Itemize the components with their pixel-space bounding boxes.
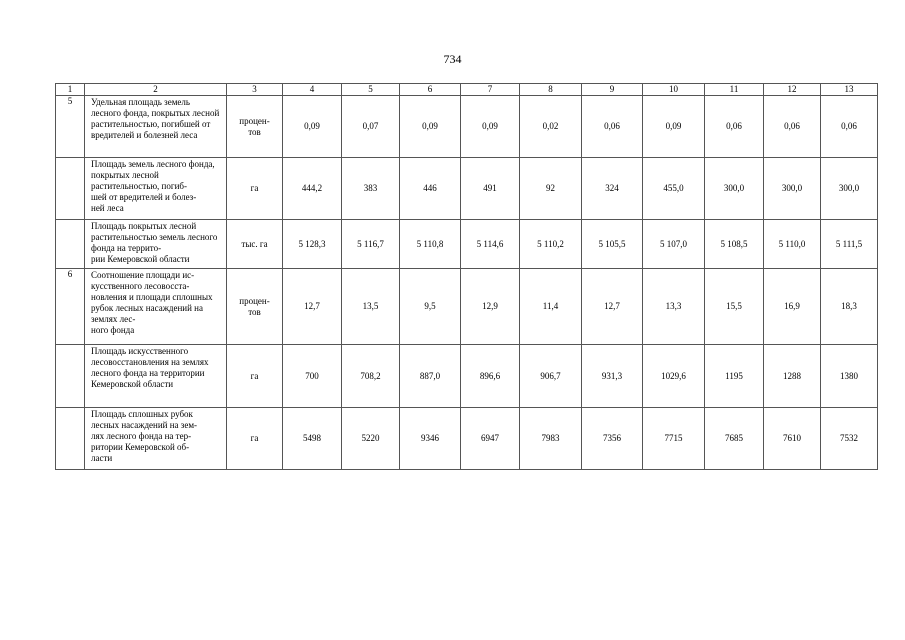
- value-cell: 887,0: [400, 345, 461, 408]
- value-cell: 0,09: [400, 96, 461, 158]
- column-header-8: 8: [520, 84, 582, 96]
- value-cell: 7356: [582, 408, 643, 470]
- value-cell: 18,3: [821, 269, 878, 345]
- value-cell: 5 110,8: [400, 220, 461, 269]
- column-header-6: 6: [400, 84, 461, 96]
- indicator-name: Площадь искусственного лесовосстановления на землях лесного фонда на территории Кемеровской области: [85, 345, 227, 408]
- value-cell: 1288: [764, 345, 821, 408]
- value-cell: 5 105,5: [582, 220, 643, 269]
- column-header-9: 9: [582, 84, 643, 96]
- value-cell: 5 110,0: [764, 220, 821, 269]
- column-header-5: 5: [342, 84, 400, 96]
- value-cell: 7610: [764, 408, 821, 470]
- table-row: [56, 345, 878, 408]
- page-number: 734: [443, 52, 462, 66]
- value-cell: 5 108,5: [705, 220, 764, 269]
- value-cell: 5498: [283, 408, 342, 470]
- row-number: [56, 408, 85, 470]
- value-cell: 491: [461, 158, 520, 220]
- value-cell: 0,06: [764, 96, 821, 158]
- value-cell: 9,5: [400, 269, 461, 345]
- row-number: 5: [56, 96, 85, 158]
- column-header-3: 3: [227, 84, 283, 96]
- value-cell: 7685: [705, 408, 764, 470]
- value-cell: 15,5: [705, 269, 764, 345]
- value-cell: 5 116,7: [342, 220, 400, 269]
- table-row: [56, 158, 878, 220]
- table-row: [56, 96, 878, 158]
- indicator-name: Площадь сплошных рубок лесных насаждений на зем- лях лесного фонда на тер- ритории Кемеровской об- ласти: [85, 408, 227, 470]
- column-header-11: 11: [705, 84, 764, 96]
- unit-of-measure: га: [227, 408, 283, 470]
- column-header-10: 10: [643, 84, 705, 96]
- value-cell: 7983: [520, 408, 582, 470]
- column-header-12: 12: [764, 84, 821, 96]
- value-cell: 0,06: [582, 96, 643, 158]
- value-cell: 9346: [400, 408, 461, 470]
- value-cell: 1195: [705, 345, 764, 408]
- value-cell: 300,0: [764, 158, 821, 220]
- value-cell: 931,3: [582, 345, 643, 408]
- indicator-name: Соотношение площади ис- кусственного лесовосста- новления и площади сплошных рубок лесных насаждений на землях лес- ного фонда: [85, 269, 227, 345]
- value-cell: 383: [342, 158, 400, 220]
- value-cell: 11,4: [520, 269, 582, 345]
- value-cell: 7715: [643, 408, 705, 470]
- column-header-1: 1: [56, 84, 85, 96]
- column-header-row: [56, 84, 878, 96]
- value-cell: 0,06: [705, 96, 764, 158]
- value-cell: 324: [582, 158, 643, 220]
- value-cell: 16,9: [764, 269, 821, 345]
- column-header-4: 4: [283, 84, 342, 96]
- value-cell: 708,2: [342, 345, 400, 408]
- table-row: [56, 408, 878, 470]
- value-cell: 0,02: [520, 96, 582, 158]
- value-cell: 12,7: [582, 269, 643, 345]
- value-cell: 1029,6: [643, 345, 705, 408]
- value-cell: 13,5: [342, 269, 400, 345]
- value-cell: 300,0: [821, 158, 878, 220]
- value-cell: 12,9: [461, 269, 520, 345]
- column-header-7: 7: [461, 84, 520, 96]
- value-cell: 1380: [821, 345, 878, 408]
- indicators-table: [55, 83, 878, 470]
- value-cell: 92: [520, 158, 582, 220]
- value-cell: 7532: [821, 408, 878, 470]
- value-cell: 5 111,5: [821, 220, 878, 269]
- row-number: [56, 158, 85, 220]
- column-header-13: 13: [821, 84, 878, 96]
- indicator-name: Удельная площадь земель лесного фонда, покрытых лесной растительностью, погибшей от вредителей и болезней леса: [85, 96, 227, 158]
- row-number: [56, 220, 85, 269]
- indicator-name: Площадь покрытых лесной растительностью земель лесного фонда на террито- рии Кемеровской области: [85, 220, 227, 269]
- value-cell: 5 107,0: [643, 220, 705, 269]
- column-header-2: 2: [85, 84, 227, 96]
- value-cell: 0,07: [342, 96, 400, 158]
- value-cell: 446: [400, 158, 461, 220]
- value-cell: 906,7: [520, 345, 582, 408]
- value-cell: 444,2: [283, 158, 342, 220]
- value-cell: 12,7: [283, 269, 342, 345]
- unit-of-measure: тыс. га: [227, 220, 283, 269]
- value-cell: 5220: [342, 408, 400, 470]
- unit-of-measure: га: [227, 345, 283, 408]
- value-cell: 5 114,6: [461, 220, 520, 269]
- value-cell: 6947: [461, 408, 520, 470]
- value-cell: 0,06: [821, 96, 878, 158]
- indicator-name: Площадь земель лесного фонда, покрытых лесной растительностью, погиб- шей от вредителей и болез- ней леса: [85, 158, 227, 220]
- unit-of-measure: процен- тов: [227, 269, 283, 345]
- row-number: 6: [56, 269, 85, 345]
- unit-of-measure: га: [227, 158, 283, 220]
- value-cell: 5 110,2: [520, 220, 582, 269]
- unit-of-measure: процен- тов: [227, 96, 283, 158]
- value-cell: 896,6: [461, 345, 520, 408]
- value-cell: 0,09: [643, 96, 705, 158]
- table-row: [56, 220, 878, 269]
- value-cell: 13,3: [643, 269, 705, 345]
- value-cell: 0,09: [461, 96, 520, 158]
- table-row: [56, 269, 878, 345]
- value-cell: 0,09: [283, 96, 342, 158]
- value-cell: 455,0: [643, 158, 705, 220]
- value-cell: 700: [283, 345, 342, 408]
- value-cell: 5 128,3: [283, 220, 342, 269]
- row-number: [56, 345, 85, 408]
- value-cell: 300,0: [705, 158, 764, 220]
